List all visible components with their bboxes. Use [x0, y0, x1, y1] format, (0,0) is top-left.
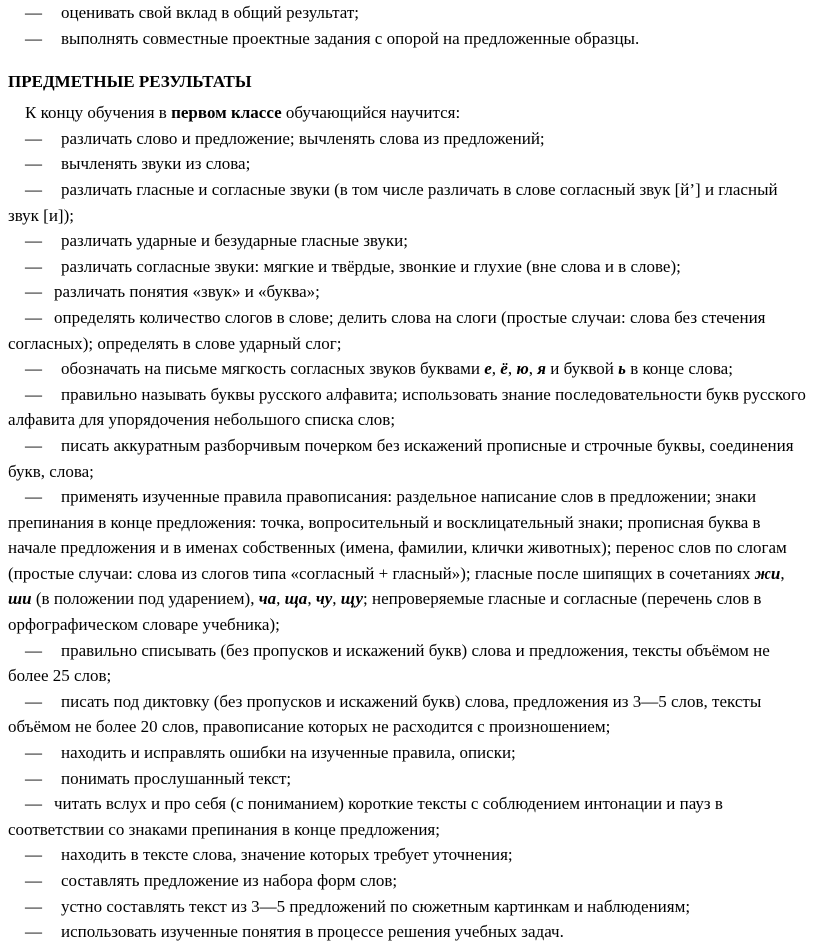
lead-text: обучающийся научится: — [281, 103, 461, 123]
list-item — [8, 382, 808, 433]
list-item — [8, 638, 808, 689]
combo-cha: ча — [258, 589, 277, 609]
list-item-text: составлять предложение из набора форм слов; — [61, 871, 398, 890]
dash-marker: — — [25, 922, 42, 942]
list-item-text: различать гласные и согласные звуки (в том числе различать в слове согласный звук [й’] и гласный звук [и]); — [8, 179, 778, 225]
dash-marker: — — [25, 871, 42, 890]
dash-marker: — — [25, 743, 42, 763]
list-item-text: вычленять звуки из слова; — [61, 154, 251, 174]
list-item — [8, 894, 808, 920]
combo-zhi: жи — [754, 563, 781, 583]
list-item-text: писать под диктовку (без пропусков и искажений букв) слова, предложения из 3—5 слов, тексты объёмом не более 20 слов, правописание которых не расходится с произношением; — [8, 691, 762, 737]
list-item-text: применять изученные правила правописания: раздельное написание слов в предложении; знаки препинания в конце предложения: точка, вопросительный и восклицательный знаки; прописная буква в начале предложения и в именах собственных (имена, фамилии, клички животных); перенос слов по слогам (простые случаи: слова из слогов типа «согласный + гласный»); гласные после шипящих в сочетаниях — [8, 487, 787, 583]
combo-shi: ши — [8, 589, 32, 609]
dash-marker: — — [25, 640, 42, 660]
list-item — [8, 356, 808, 382]
list-item — [8, 791, 808, 842]
dash-marker: — — [25, 435, 42, 455]
dash-marker: — — [25, 794, 42, 814]
list-item — [8, 228, 808, 254]
combo-shchu: щу — [340, 589, 364, 609]
list-item — [8, 766, 808, 792]
list-item-text: различать слово и предложение; вычленять слова из предложений; — [61, 128, 545, 148]
separator: , — [780, 563, 785, 583]
dash-marker: — — [25, 487, 42, 507]
combo-shcha: ща — [284, 589, 308, 609]
list-item — [8, 868, 808, 894]
dash-marker: — — [25, 307, 42, 327]
list-item — [8, 279, 808, 305]
letter-ya: я — [537, 359, 547, 379]
separator: , — [528, 359, 538, 379]
dash-marker: — — [25, 845, 42, 865]
dash-marker: — — [25, 3, 42, 22]
list-item-text: обозначать на письме мягкость согласных звуков буквами — [61, 359, 485, 379]
list-item-text: находить и исправлять ошибки на изученные правила, описки; — [61, 743, 516, 763]
combo-chu: чу — [315, 589, 333, 609]
lead-emphasis: первом классе — [171, 103, 282, 123]
letter-yu: ю — [516, 359, 529, 379]
separator: , — [332, 589, 341, 609]
dash-marker: — — [25, 28, 42, 48]
list-item — [8, 126, 808, 152]
list-item-text: различать понятия «звук» и «буква»; — [54, 282, 320, 302]
dash-marker: — — [25, 359, 42, 379]
dash-marker: — — [25, 384, 42, 404]
list-item-text: правильно списывать (без пропусков и искажений букв) слова и предложения, тексты объёмом не более 25 слов; — [8, 640, 770, 686]
list-item-text: использовать изученные понятия в процессе решения учебных задач. — [61, 922, 564, 942]
list-item-text: находить в тексте слова, значение которых требует уточнения; — [61, 845, 513, 865]
list-item-text: ; непроверяемые гласные и согласные (перечень слов в орфографическом словаре учебника); — [8, 589, 762, 635]
list-item-text: правильно называть буквы русского алфавита; использовать знание последовательности букв русского алфавита для упорядочения небольшого списка слов; — [8, 384, 806, 430]
separator: , — [491, 359, 501, 379]
list-item-text: в конце слова; — [625, 359, 733, 379]
lead-paragraph — [8, 100, 808, 126]
section-heading: ПРЕДМЕТНЫЕ РЕЗУЛЬТАТЫ — [8, 72, 252, 92]
dash-marker: — — [25, 179, 42, 199]
list-item — [8, 305, 808, 356]
list-item — [8, 177, 808, 228]
list-item — [8, 740, 808, 766]
list-item — [8, 254, 808, 280]
list-item — [8, 842, 808, 868]
letter-e: е — [484, 359, 492, 379]
list-item-text: различать согласные звуки: мягкие и твёрдые, звонкие и глухие (вне слова и в слове); — [61, 256, 681, 276]
separator: , — [307, 589, 316, 609]
separator: , — [507, 359, 517, 379]
list-item-text: писать аккуратным разборчивым почерком без искажений прописные и строчные буквы, соединения букв, слова; — [8, 435, 794, 481]
list-item — [8, 689, 808, 740]
list-item — [8, 484, 808, 638]
list-item-text: (в положении под ударением), — [31, 589, 259, 609]
dash-marker: — — [25, 128, 42, 148]
list-item-text: понимать прослушанный текст; — [61, 768, 292, 788]
dash-marker: — — [25, 231, 42, 251]
list-item-text: читать вслух и про себя (с пониманием) короткие тексты с соблюдением интонации и пауз в соответствии со знаками препинания в конце предложения; — [8, 794, 723, 839]
dash-marker: — — [25, 154, 42, 174]
dash-marker: — — [25, 691, 42, 711]
dash-marker: — — [25, 768, 42, 788]
list-item — [8, 433, 808, 484]
list-item-text: оценивать свой вклад в общий результат; — [61, 3, 360, 22]
lead-text: К концу обучения в — [25, 103, 172, 123]
list-item-text: различать ударные и безударные гласные звуки; — [61, 231, 408, 251]
list-item-text: определять количество слогов в слове; делить слова на слоги (простые случаи: слова без стечения согласных); определять в слове ударный слог; — [8, 307, 766, 353]
dash-marker: — — [25, 256, 42, 276]
dash-marker: — — [25, 282, 42, 302]
list-item-text: устно составлять текст из 3—5 предложений по сюжетным картинкам и наблюдениям; — [61, 896, 691, 916]
letter-yo: ё — [500, 359, 508, 379]
list-item-text: и буквой — [546, 359, 619, 379]
list-item — [8, 919, 808, 945]
list-item-text: выполнять совместные проектные задания с опорой на предложенные образцы. — [61, 28, 640, 48]
list-item — [8, 151, 808, 177]
separator: , — [276, 589, 285, 609]
dash-marker: — — [25, 896, 42, 916]
letter-soft-sign: ь — [618, 359, 626, 379]
list-item — [8, 26, 808, 52]
list-item — [8, 0, 808, 26]
